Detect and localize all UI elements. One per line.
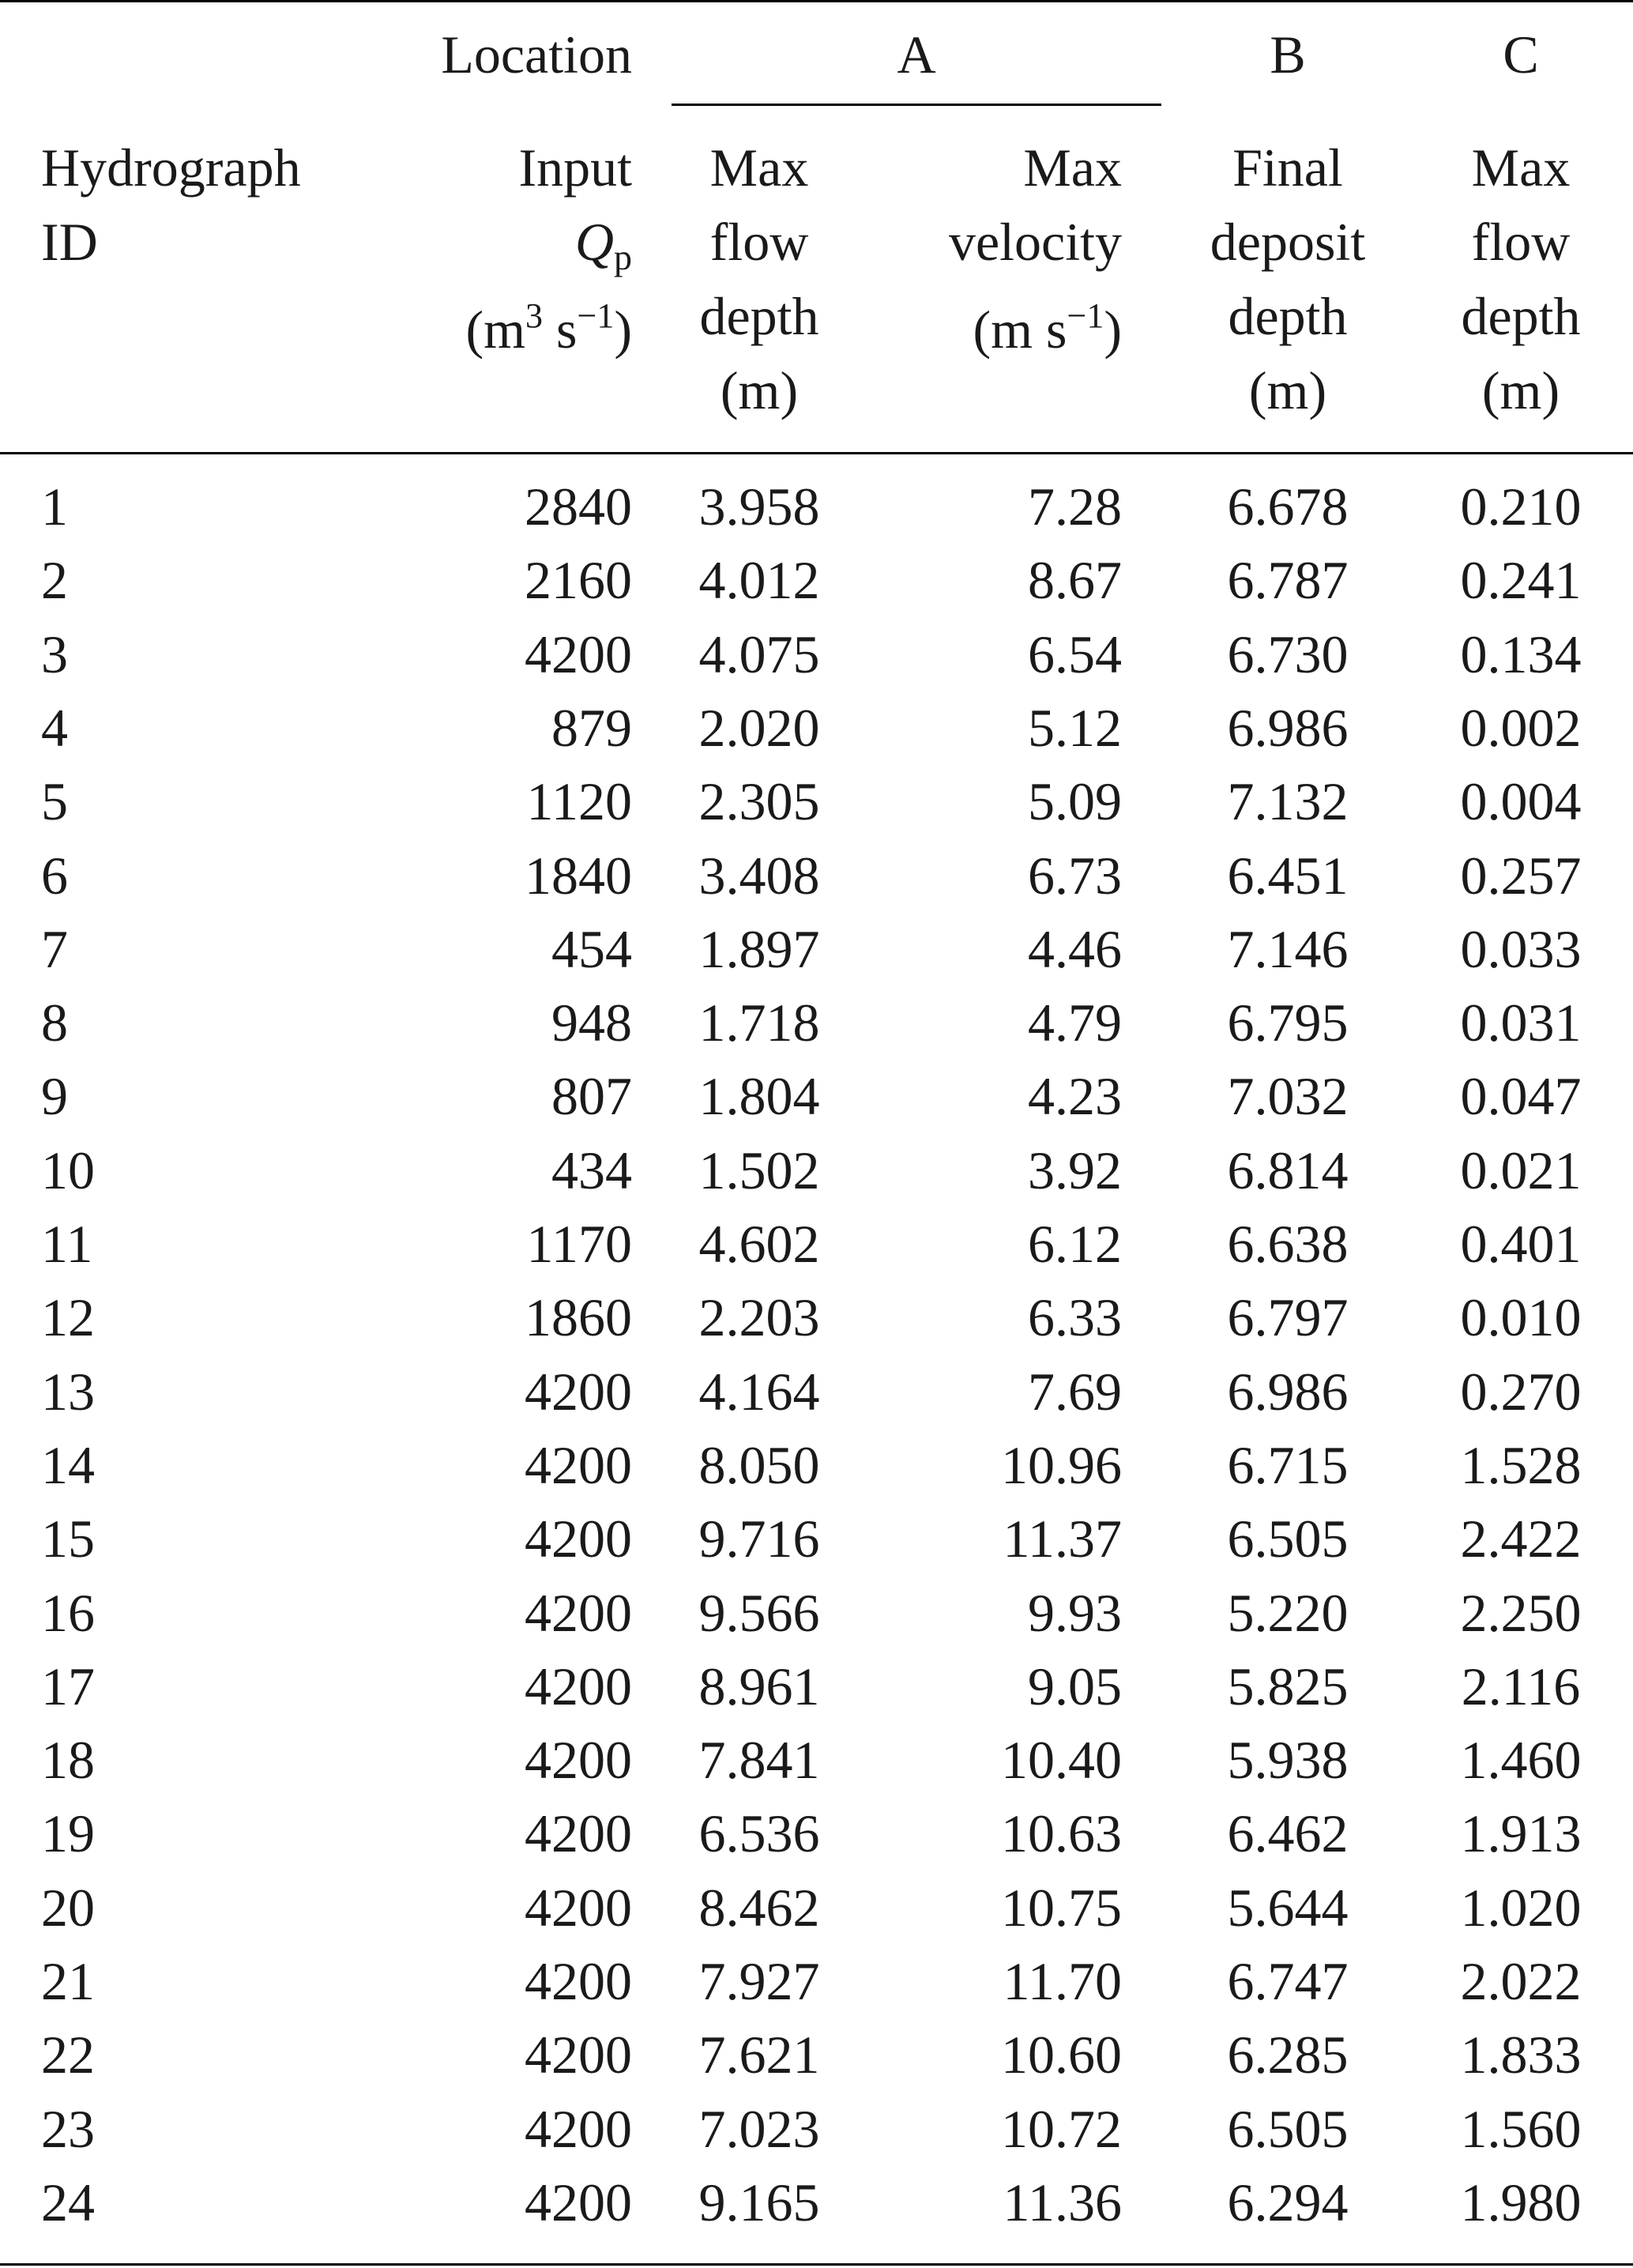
cell-input-qp: 4200 <box>525 1730 632 1790</box>
cell-hydrograph-id: 14 <box>41 1435 95 1495</box>
cell-a-max-velocity: 4.79 <box>1028 993 1122 1053</box>
cell-c-max-flow-depth: 2.250 <box>1460 1583 1582 1643</box>
cell-c-max-flow-depth: 0.021 <box>1460 1140 1582 1200</box>
cell-hydrograph-id: 7 <box>41 919 68 979</box>
cell-hydrograph-id: 5 <box>41 771 68 831</box>
cell-b-final-deposit-depth: 7.132 <box>1227 771 1349 831</box>
header-c-1: Max <box>1471 138 1571 198</box>
cell-hydrograph-id: 21 <box>41 1951 95 2011</box>
cell-input-qp: 4200 <box>525 624 632 684</box>
cell-b-final-deposit-depth: 6.715 <box>1227 1435 1349 1495</box>
cell-a-max-flow-depth: 3.408 <box>698 846 820 906</box>
top-rule <box>0 0 1633 2</box>
cell-input-qp: 4200 <box>525 1583 632 1643</box>
cell-a-max-velocity: 10.40 <box>1001 1730 1122 1790</box>
cell-input-qp: 4200 <box>525 2025 632 2085</box>
cell-b-final-deposit-depth: 6.505 <box>1227 2099 1349 2159</box>
header-hydrograph-id <box>41 205 404 279</box>
cell-input-qp: 4200 <box>525 1656 632 1716</box>
cell-hydrograph-id: 1 <box>41 477 68 537</box>
cell-c-max-flow-depth: 0.241 <box>1460 550 1582 610</box>
cell-b-final-deposit-depth: 5.825 <box>1227 1656 1349 1716</box>
cell-b-final-deposit-depth: 6.730 <box>1227 624 1349 684</box>
cell-hydrograph-id: 13 <box>41 1362 95 1422</box>
cell-hydrograph-id: 19 <box>41 1803 95 1863</box>
cell-a-max-flow-depth: 9.566 <box>698 1583 820 1643</box>
cell-hydrograph-id: 24 <box>41 2172 95 2232</box>
cell-c-max-flow-depth: 2.116 <box>1461 1656 1581 1716</box>
cell-c-max-flow-depth: 0.031 <box>1460 993 1582 1053</box>
cell-b-final-deposit-depth: 6.986 <box>1227 1362 1349 1422</box>
header-input-q-sub: p <box>614 237 632 277</box>
cell-input-qp: 2840 <box>525 477 632 537</box>
cell-a-max-flow-depth: 9.716 <box>698 1509 820 1569</box>
cell-a-max-velocity: 4.46 <box>1028 919 1122 979</box>
header-a-depth-2: flow <box>709 212 809 272</box>
cell-a-max-flow-depth: 2.203 <box>698 1287 820 1347</box>
cell-input-qp: 1170 <box>526 1214 632 1274</box>
cell-a-max-velocity: 7.69 <box>1028 1362 1122 1422</box>
header-a-depth-1: Max <box>709 138 809 198</box>
header-group-c: C <box>1503 24 1539 85</box>
cell-b-final-deposit-depth: 6.678 <box>1227 477 1349 537</box>
cell-a-max-flow-depth: 4.164 <box>698 1362 820 1422</box>
header-a-depth-3: depth <box>699 286 819 346</box>
cell-input-qp: 4200 <box>525 2172 632 2232</box>
header-c-2: flow <box>1471 212 1571 272</box>
cell-a-max-flow-depth: 8.462 <box>698 1878 820 1938</box>
cell-c-max-flow-depth: 0.401 <box>1460 1214 1582 1274</box>
header-b-2: deposit <box>1210 212 1366 272</box>
cell-a-max-velocity: 5.09 <box>1028 771 1122 831</box>
cell-b-final-deposit-depth: 5.644 <box>1227 1878 1349 1938</box>
cell-c-max-flow-depth: 0.270 <box>1460 1362 1582 1422</box>
cell-b-final-deposit-depth: 6.638 <box>1227 1214 1349 1274</box>
cell-b-final-deposit-depth: 7.032 <box>1227 1066 1349 1126</box>
cell-input-qp: 4200 <box>525 1362 632 1422</box>
cell-input-qp: 807 <box>551 1066 632 1126</box>
cell-a-max-flow-depth: 1.718 <box>698 993 820 1053</box>
header-a-vel-2: velocity <box>948 212 1122 272</box>
cell-a-max-velocity: 10.60 <box>1001 2025 1122 2085</box>
header-b-4: (m) <box>1248 360 1327 420</box>
header-b-3: depth <box>1228 286 1348 346</box>
header-input-unit-open: (m <box>465 300 526 360</box>
cell-a-max-velocity: 9.05 <box>1028 1656 1122 1716</box>
cell-a-max-velocity: 5.12 <box>1028 698 1122 758</box>
cell-input-qp: 434 <box>551 1140 632 1200</box>
cell-a-max-flow-depth: 7.841 <box>698 1730 820 1790</box>
cell-a-max-flow-depth: 2.305 <box>698 771 820 831</box>
header-input-q-symbol: Q <box>574 212 614 272</box>
cell-a-max-velocity: 10.75 <box>1001 1878 1122 1938</box>
cell-hydrograph-id: 3 <box>41 624 68 684</box>
cell-b-final-deposit-depth: 6.797 <box>1227 1287 1349 1347</box>
cell-b-final-deposit-depth: 6.795 <box>1227 993 1349 1053</box>
cell-hydrograph-id: 9 <box>41 1066 68 1126</box>
cell-a-max-flow-depth: 1.804 <box>698 1066 820 1126</box>
cell-a-max-flow-depth: 8.961 <box>698 1656 820 1716</box>
cell-hydrograph-id: 18 <box>41 1730 95 1790</box>
cell-hydrograph-id: 12 <box>41 1287 95 1347</box>
cell-a-max-flow-depth: 4.602 <box>698 1214 820 1274</box>
cell-b-final-deposit-depth: 6.814 <box>1227 1140 1349 1200</box>
cell-input-qp: 2160 <box>525 550 632 610</box>
cell-b-final-deposit-depth: 6.505 <box>1227 1509 1349 1569</box>
cell-input-qp: 1120 <box>526 771 632 831</box>
header-a-depth-4: (m) <box>720 360 799 420</box>
cell-input-qp: 4200 <box>525 2099 632 2159</box>
bottom-rule <box>0 2263 1633 2266</box>
cell-a-max-flow-depth: 1.897 <box>698 919 820 979</box>
cell-a-max-velocity: 6.12 <box>1028 1214 1122 1274</box>
cell-a-max-velocity: 4.23 <box>1028 1066 1122 1126</box>
cell-a-max-velocity: 7.28 <box>1028 477 1122 537</box>
cell-c-max-flow-depth: 1.913 <box>1460 1803 1582 1863</box>
cell-hydrograph-id: 20 <box>41 1878 95 1938</box>
header-input-unit-supm1: −1 <box>577 296 615 335</box>
cell-b-final-deposit-depth: 7.146 <box>1227 919 1349 979</box>
cell-b-final-deposit-depth: 6.451 <box>1227 846 1349 906</box>
header-hydrograph <box>41 130 404 205</box>
header-hydrograph-line2: ID <box>41 212 98 272</box>
group-a-underline <box>672 104 1161 106</box>
cell-c-max-flow-depth: 0.210 <box>1460 477 1582 537</box>
cell-hydrograph-id: 22 <box>41 2025 95 2085</box>
cell-a-max-flow-depth: 2.020 <box>698 698 820 758</box>
cell-a-max-flow-depth: 9.165 <box>698 2172 820 2232</box>
cell-input-qp: 4200 <box>525 1435 632 1495</box>
cell-a-max-velocity: 11.36 <box>1003 2172 1122 2232</box>
cell-a-max-flow-depth: 4.012 <box>698 550 820 610</box>
cell-hydrograph-id: 16 <box>41 1583 95 1643</box>
cell-a-max-flow-depth: 1.502 <box>698 1140 820 1200</box>
cell-c-max-flow-depth: 0.033 <box>1460 919 1582 979</box>
cell-c-max-flow-depth: 1.528 <box>1460 1435 1582 1495</box>
cell-a-max-velocity: 11.37 <box>1003 1509 1122 1569</box>
cell-a-max-flow-depth: 3.958 <box>698 477 820 537</box>
header-input: Input <box>518 138 632 198</box>
header-a-vel-unit-open: (m s <box>973 300 1067 360</box>
cell-b-final-deposit-depth: 6.285 <box>1227 2025 1349 2085</box>
header-input-unit-sup3: 3 <box>525 296 544 335</box>
cell-c-max-flow-depth: 1.560 <box>1460 2099 1582 2159</box>
cell-input-qp: 1840 <box>525 846 632 906</box>
cell-hydrograph-id: 15 <box>41 1509 95 1569</box>
cell-input-qp: 454 <box>551 919 632 979</box>
cell-input-qp: 1860 <box>525 1287 632 1347</box>
header-b-1: Final <box>1232 138 1343 198</box>
cell-a-max-velocity: 6.33 <box>1028 1287 1122 1347</box>
header-a-vel-unit-close: ) <box>1104 300 1122 360</box>
header-input-unit-mid: s <box>543 300 578 360</box>
cell-c-max-flow-depth: 1.460 <box>1460 1730 1582 1790</box>
cell-a-max-flow-depth: 8.050 <box>698 1435 820 1495</box>
cell-b-final-deposit-depth: 6.787 <box>1227 550 1349 610</box>
cell-input-qp: 4200 <box>525 1878 632 1938</box>
cell-a-max-velocity: 8.67 <box>1028 550 1122 610</box>
cell-input-qp: 879 <box>551 698 632 758</box>
cell-c-max-flow-depth: 0.047 <box>1460 1066 1582 1126</box>
cell-b-final-deposit-depth: 5.220 <box>1227 1583 1349 1643</box>
cell-c-max-flow-depth: 0.004 <box>1460 771 1582 831</box>
cell-a-max-flow-depth: 7.621 <box>698 2025 820 2085</box>
cell-b-final-deposit-depth: 5.938 <box>1227 1730 1349 1790</box>
cell-c-max-flow-depth: 0.002 <box>1460 698 1582 758</box>
cell-a-max-velocity: 6.54 <box>1028 624 1122 684</box>
cell-c-max-flow-depth: 0.257 <box>1460 846 1582 906</box>
cell-hydrograph-id: 6 <box>41 846 68 906</box>
header-c-3: depth <box>1461 286 1581 346</box>
cell-hydrograph-id: 2 <box>41 550 68 610</box>
header-hydrograph-line1: Hydrograph <box>41 138 301 198</box>
cell-a-max-velocity: 10.72 <box>1001 2099 1122 2159</box>
cell-hydrograph-id: 11 <box>41 1214 93 1274</box>
cell-a-max-velocity: 10.63 <box>1001 1803 1122 1863</box>
cell-b-final-deposit-depth: 6.986 <box>1227 698 1349 758</box>
cell-c-max-flow-depth: 2.422 <box>1460 1509 1582 1569</box>
cell-a-max-velocity: 3.92 <box>1028 1140 1122 1200</box>
cell-c-max-flow-depth: 1.833 <box>1460 2025 1582 2085</box>
cell-hydrograph-id: 10 <box>41 1140 95 1200</box>
cell-b-final-deposit-depth: 6.747 <box>1227 1951 1349 2011</box>
cell-b-final-deposit-depth: 6.294 <box>1227 2172 1349 2232</box>
cell-input-qp: 4200 <box>525 1951 632 2011</box>
header-rule <box>0 452 1633 454</box>
cell-a-max-velocity: 9.93 <box>1028 1583 1122 1643</box>
header-location: Location <box>441 24 632 85</box>
header-group-b: B <box>1270 24 1306 85</box>
cell-c-max-flow-depth: 2.022 <box>1460 1951 1582 2011</box>
cell-a-max-flow-depth: 7.927 <box>698 1951 820 2011</box>
header-input-unit-close: ) <box>614 300 632 360</box>
cell-a-max-flow-depth: 6.536 <box>698 1803 820 1863</box>
cell-a-max-velocity: 11.70 <box>1003 1951 1122 2011</box>
cell-input-qp: 4200 <box>525 1803 632 1863</box>
cell-input-qp: 4200 <box>525 1509 632 1569</box>
cell-hydrograph-id: 17 <box>41 1656 95 1716</box>
cell-c-max-flow-depth: 0.134 <box>1460 624 1582 684</box>
cell-hydrograph-id: 4 <box>41 698 68 758</box>
header-a-vel-1: Max <box>1023 138 1122 198</box>
header-group-a: A <box>897 24 936 85</box>
header-input-unit <box>379 279 632 367</box>
cell-a-max-velocity: 6.73 <box>1028 846 1122 906</box>
header-c-4: (m) <box>1481 360 1560 420</box>
header-a-vel-unit <box>869 279 1122 367</box>
cell-hydrograph-id: 8 <box>41 993 68 1053</box>
cell-c-max-flow-depth: 0.010 <box>1460 1287 1582 1347</box>
cell-a-max-flow-depth: 7.023 <box>698 2099 820 2159</box>
header-a-vel-unit-sup: −1 <box>1067 296 1104 335</box>
cell-hydrograph-id: 23 <box>41 2099 95 2159</box>
cell-c-max-flow-depth: 1.020 <box>1460 1878 1582 1938</box>
cell-a-max-velocity: 10.96 <box>1001 1435 1122 1495</box>
cell-b-final-deposit-depth: 6.462 <box>1227 1803 1349 1863</box>
cell-input-qp: 948 <box>551 993 632 1053</box>
cell-c-max-flow-depth: 1.980 <box>1460 2172 1582 2232</box>
cell-a-max-flow-depth: 4.075 <box>698 624 820 684</box>
